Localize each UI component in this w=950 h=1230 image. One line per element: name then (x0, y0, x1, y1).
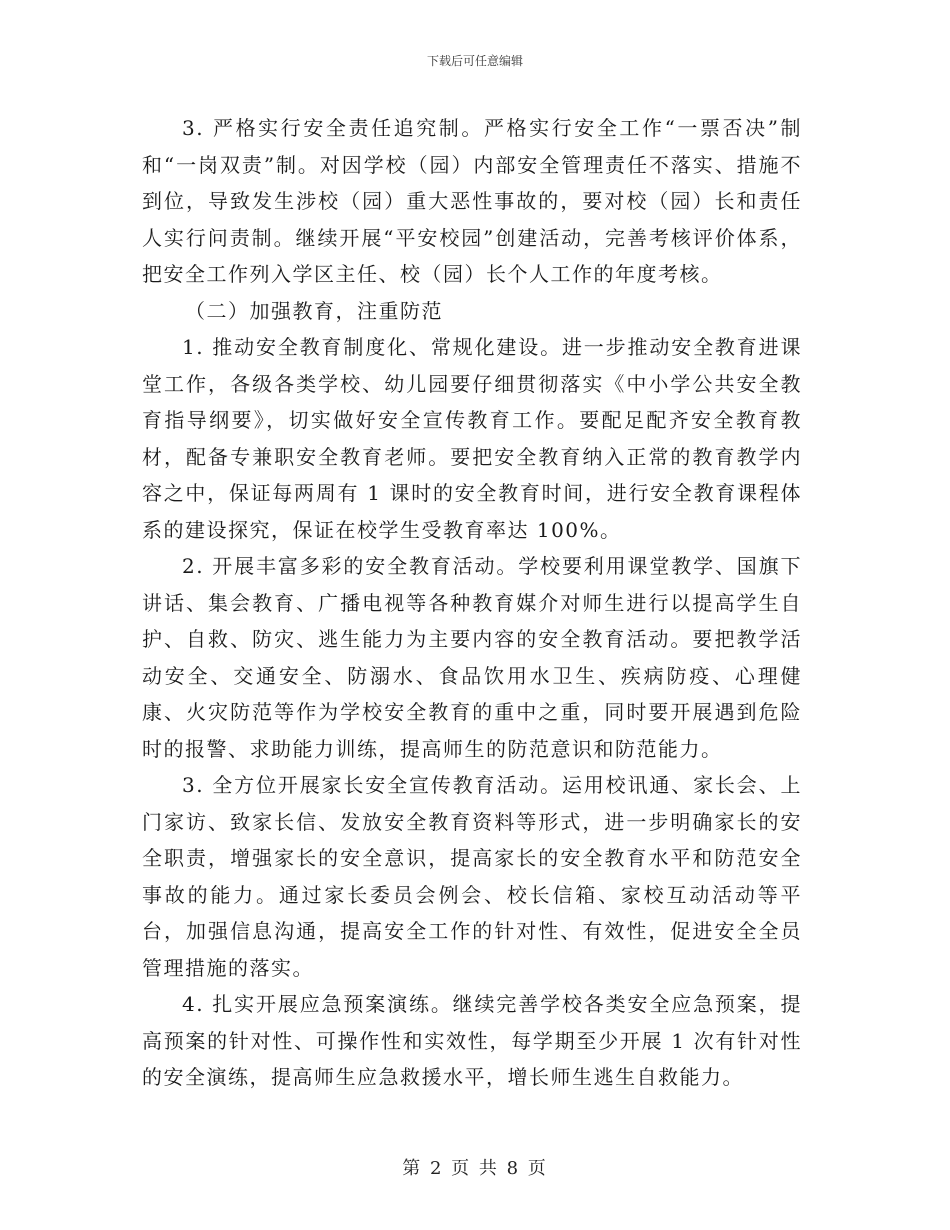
paragraph-parent-safety-education: 3. 全方位开展家长安全宣传教育活动。运用校讯通、家长会、上门家访、致家长信、发放安全教育资料等形式，进一步明确家长的安全职责，增强家长的安全意识，提高家长的安全教育水平和防范安全事故的能力。通过家长委员会例会、校长信箱、家校互动活动等平台，加强信息沟通，提高安全工作的针对性、有效性，促进安全全员管理措施的落实。 (142, 773, 802, 980)
paragraph-responsibility-accountability: 3. 严格实行安全责任追究制。严格实行安全工作“一票否决”制和“一岗双责”制。对因学校（园）内部安全管理责任不落实、措施不到位，导致发生涉校（园）重大恶性事故的，要对校（园）长和责任人实行问责制。继续开展“平安校园”创建活动，完善考核评价体系，把安全工作列入学区主任、校（园）长个人工作的年度考核。 (142, 116, 802, 286)
section-heading-education: （二）加强教育，注重防范 (185, 298, 443, 323)
document-body (142, 110, 802, 1096)
paragraph-safety-education-system: 1. 推动安全教育制度化、常规化建设。进一步推动安全教育进课堂工作，各级各类学校、幼儿园要仔细贯彻落实《中小学公共安全教育指导纲要》，切实做好安全宣传教育工作。要配足配齐安全教育教材，配备专兼职安全教育老师。要把安全教育纳入正常的教育教学内容之中，保证每两周有 1 课时的安全教育时间，进行安全教育课程体系的建设探究，保证在校学生受教育率达 100%。 (142, 335, 802, 542)
paragraph-safety-education-activities: 2. 开展丰富多彩的安全教育活动。学校要利用课堂教学、国旗下讲话、集会教育、广播电视等各种教育媒介对师生进行以提高学生自护、自救、防灾、逃生能力为主要内容的安全教育活动。要把教学活动安全、交通安全、防溺水、食品饮用水卫生、疾病防疫、心理健康、火灾防范等作为学校安全教育的重中之重，同时要开展遇到危险时的报警、求助能力训练，提高师生的防范意识和防范能力。 (142, 554, 802, 761)
page-number-footer: 第 2 页 共 8 页 (402, 1158, 548, 1179)
page-header: 下载后可任意编辑 (426, 54, 523, 68)
paragraph-emergency-drills: 4. 扎实开展应急预案演练。继续完善学校各类安全应急预案，提高预案的针对性、可操作性和实效性，每学期至少开展 1 次有针对性的安全演练，提高师生应急救援水平，增长师生逃生自救能力。 (142, 992, 802, 1089)
